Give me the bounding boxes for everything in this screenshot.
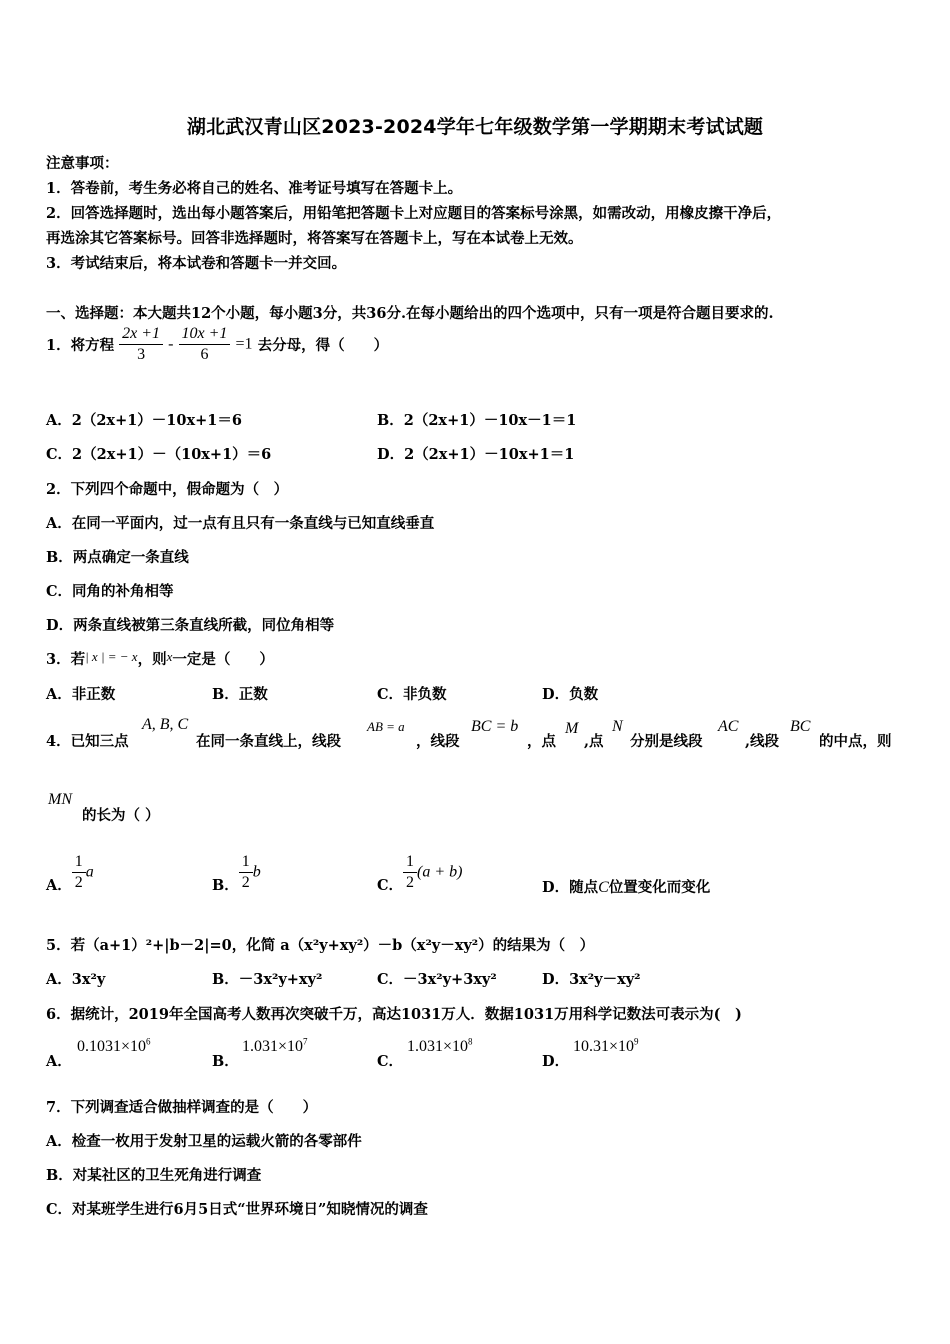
q5-option-b: B．－3x²y+xy² — [212, 971, 323, 988]
q4-d-tail: 位置变化而变化 — [608, 879, 711, 896]
q4-a-den: 2 — [74, 874, 83, 891]
q4-text-2: 在同一条直线上，线段 — [196, 733, 341, 750]
section-heading: 一、选择题：本大题共12个小题，每小题3分，共36分.在每小题给出的四个选项中，只有一项是符合题目要求的. — [46, 305, 774, 322]
q4-text-7: ,线段 — [745, 733, 780, 750]
q4-b-fraction — [239, 852, 253, 893]
q4-math-n: N — [612, 718, 623, 735]
q6-option-a-label: A． — [46, 1053, 72, 1070]
notice-item: 1．答卷前，考生务必将自己的姓名、准考证号填写在答题卡上。 — [46, 180, 463, 197]
q4-c-label: C． — [377, 877, 404, 894]
q4-a-fraction — [72, 852, 86, 893]
q1-option-c: C．2（2x+1）－（10x+1）＝6 — [46, 446, 272, 463]
q4-d-label: D．随点 — [542, 879, 599, 896]
q6-b-exp: 7 — [303, 1036, 308, 1047]
question-7-stem: 7．下列调查适合做抽样调查的是（ ） — [46, 1099, 318, 1116]
q6-option-c-label: C． — [377, 1053, 404, 1070]
q6-option-d-value — [573, 1038, 639, 1056]
page-title: 湖北武汉青山区2023-2024学年七年级数学第一学期期末考试试题 — [186, 116, 764, 138]
q6-b-base: 1.031×10 — [242, 1038, 304, 1055]
q6-option-c-value — [407, 1038, 473, 1056]
notice-heading: 注意事项： — [46, 155, 119, 172]
q3-option-b: B．正数 — [212, 686, 268, 703]
q4-option-b — [212, 852, 261, 893]
question-5-stem: 5．若（a+1）²+|b－2|=0，化简 a（x²y+xy²）－b（x²y－xy²）的结果为（ ） — [46, 937, 595, 954]
q4-text-8: 的中点，则 — [819, 733, 892, 750]
q6-d-base: 10.31×10 — [573, 1038, 635, 1055]
q4-option-d — [542, 876, 710, 897]
q4-math-bc2: BC — [790, 718, 811, 735]
q1-fraction-2 — [179, 324, 231, 365]
q4-c-num: 1 — [403, 852, 417, 873]
q7-option-b: B．对某社区的卫生死角进行调查 — [46, 1167, 262, 1184]
q4-c-var: (a + b) — [417, 863, 463, 881]
q4-b-den: 2 — [241, 874, 250, 891]
q4-b-var: b — [252, 863, 261, 881]
q3-prefix: 3．若 — [46, 651, 86, 668]
q3-expression: | x | = − x — [85, 649, 138, 664]
q6-a-base: 0.1031×10 — [77, 1038, 147, 1055]
q4-text-5: ,点 — [584, 733, 604, 750]
q1-fraction-1 — [119, 324, 163, 365]
q3-variable: x — [166, 649, 173, 664]
q4-text-3: ，线段 — [416, 733, 460, 750]
q3-option-c: C．非负数 — [377, 686, 447, 703]
q1-option-a: A．2（2x+1）－10x+1＝6 — [46, 412, 242, 429]
q3-option-a: A．非正数 — [46, 686, 116, 703]
q1-option-b: B．2（2x+1）－10x－1＝1 — [377, 412, 577, 429]
q4-text-9: 的长为（ ） — [82, 807, 160, 824]
q4-text-4: ，点 — [527, 733, 556, 750]
q4-option-c — [377, 852, 463, 893]
q4-c-den: 2 — [406, 874, 415, 891]
q6-option-a-value — [77, 1038, 151, 1056]
q4-b-num: 1 — [239, 852, 253, 873]
q1-frac2-den: 6 — [200, 346, 209, 363]
q1-option-d: D．2（2x+1）－10x+1＝1 — [377, 446, 575, 463]
q3-mid: ，则 — [137, 651, 167, 668]
q4-math-bc: BC = b — [471, 718, 519, 735]
q4-math-ab: AB = a — [367, 719, 405, 734]
notice-item: 3．考试结束后，将本试卷和答题卡一并交回。 — [46, 255, 347, 272]
q4-math-m: M — [565, 720, 579, 737]
q1-suffix: 去分母，得（ ） — [257, 337, 389, 354]
q1-frac1-den: 3 — [137, 346, 146, 363]
question-1-stem — [46, 324, 388, 365]
q4-text-6: 分别是线段 — [630, 733, 703, 750]
q6-d-exp: 9 — [634, 1036, 639, 1047]
notice-item: 再选涂其它答案标号。回答非选择题时，将答案写在答题卡上，写在本试卷上无效。 — [46, 230, 583, 247]
q6-c-base: 1.031×10 — [407, 1038, 469, 1055]
q4-a-var: a — [85, 863, 94, 881]
q4-option-a — [46, 852, 94, 893]
q4-d-var: C — [598, 879, 609, 896]
q4-text-1: 4．已知三点 — [46, 733, 129, 750]
q4-b-label: B． — [212, 877, 239, 894]
q1-equals: =1 — [235, 335, 253, 353]
q7-option-a: A．检查一枚用于发射卫星的运载火箭的各零部件 — [46, 1133, 362, 1150]
q6-c-exp: 8 — [468, 1036, 473, 1047]
q1-frac2-num: 10x +1 — [179, 324, 231, 345]
q6-option-d-label: D． — [542, 1053, 570, 1070]
q6-a-exp: 6 — [146, 1036, 151, 1047]
q4-c-fraction — [403, 852, 417, 893]
q7-option-c: C．对某班学生进行6月5日式“世界环境日”知晓情况的调查 — [46, 1201, 428, 1218]
q4-math-abc: A, B, C — [142, 716, 189, 733]
q1-prefix: 1．将方程 — [46, 337, 115, 354]
notice-item: 2．回答选择题时，选出每小题答案后，用铅笔把答题卡上对应题目的答案标号涂黑，如需改动，用橡皮擦干净后， — [46, 205, 782, 222]
q1-frac1-num: 2x +1 — [119, 324, 163, 345]
q2-option-b: B．两点确定一条直线 — [46, 549, 189, 566]
q4-a-label: A． — [46, 877, 72, 894]
q2-option-d: D．两条直线被第三条直线所截，同位角相等 — [46, 617, 335, 634]
q6-option-b-value — [242, 1038, 308, 1056]
q5-option-c: C．－3x²y+3xy² — [377, 971, 497, 988]
question-2-stem: 2．下列四个命题中，假命题为（ ） — [46, 481, 289, 498]
q5-option-d: D．3x²y－xy² — [542, 971, 641, 988]
q5-option-a: A．3x²y — [46, 971, 106, 988]
q3-suffix: 一定是（ ） — [172, 651, 274, 668]
q2-option-a: A．在同一平面内，过一点有且只有一条直线与已知直线垂直 — [46, 515, 435, 532]
q2-option-c: C．同角的补角相等 — [46, 583, 174, 600]
q1-minus: - — [168, 335, 174, 353]
q3-option-d: D．负数 — [542, 686, 599, 703]
question-6-stem: 6．据统计，2019年全国高考人数再次突破千万，高达1031万人．数据1031万用科学记数法可表示为( ) — [46, 1006, 742, 1023]
question-3-stem — [46, 648, 274, 669]
q4-a-num: 1 — [72, 852, 86, 873]
q6-option-b-label: B． — [212, 1053, 239, 1070]
q4-math-mn: MN — [48, 791, 72, 808]
q4-math-ac: AC — [718, 718, 739, 735]
